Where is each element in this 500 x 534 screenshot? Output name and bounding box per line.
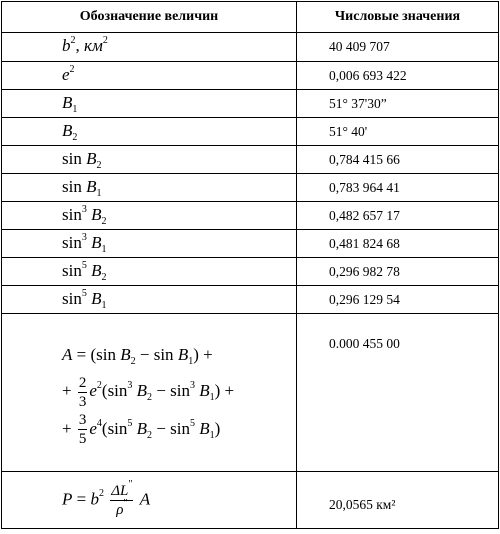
value-sin5-b2: 0,296 982 78	[297, 258, 499, 286]
fraction-two-thirds: $\frac{2}{3}$	[78, 374, 87, 410]
table-row	[2, 286, 499, 314]
table-row	[2, 118, 499, 146]
value-b-squared: 40 409 707	[297, 33, 499, 62]
table-row	[2, 90, 499, 118]
table-row	[2, 62, 499, 90]
table-row	[2, 33, 499, 62]
designation-sin3-b2: $\sin^3 B_2$	[2, 202, 297, 230]
designation-sin3-b1: $\sin^3 B_1$	[2, 230, 297, 258]
designation-sin-b1: $\sin B_1$	[2, 174, 297, 202]
header-values: Числовые значения	[297, 2, 499, 33]
designation-e-squared: $e^2$	[2, 62, 297, 90]
value-sin3-b1: 0,481 824 68	[297, 230, 499, 258]
designation-a-formula	[2, 314, 297, 472]
value-sin3-b2: 0,482 657 17	[297, 202, 499, 230]
value-sin5-b1: 0,296 129 54	[297, 286, 499, 314]
table-row	[2, 202, 499, 230]
table-row	[2, 146, 499, 174]
value-b2: 51° 40'	[297, 118, 499, 146]
designation-p-formula: $P = b^2$ $\frac{\Delta L^"}{\rho^"}$ A	[2, 472, 297, 529]
value-sin-b2: 0,784 415 66	[297, 146, 499, 174]
formula-line-1: A = (sin $B_2 - \sin B_1$) +	[62, 344, 213, 367]
value-sin-b1: 0,783 964 41	[297, 174, 499, 202]
table-row	[2, 314, 499, 472]
value-b1: 51° 37'30”	[297, 90, 499, 118]
header-designation: Обозначение величин	[2, 2, 297, 33]
formula-line-3: + $\frac{3}{5}$ $e^4(\sin^5$ $B_2 - \sin^5 B_1$)	[62, 412, 221, 448]
designation-sin5-b2: $\sin^5 B_2$	[2, 258, 297, 286]
value-e-squared: 0,006 693 422	[297, 62, 499, 90]
fraction-dl-over-rho: $\frac{\Delta L^"}{\rho^"}$	[111, 478, 133, 518]
table-row	[2, 174, 499, 202]
designation-b-squared: $b^2$, $км^2$	[2, 33, 297, 62]
table-row	[2, 472, 499, 529]
value-p: 20,0565 км²	[297, 472, 499, 529]
designation-sin-b2: $\sin B_2$	[2, 146, 297, 174]
designation-b2: $B_2$	[2, 118, 297, 146]
table-header-row	[2, 2, 499, 33]
table-row	[2, 258, 499, 286]
designation-sin5-b1: $\sin^5 B_1$	[2, 286, 297, 314]
formula-line-2: + $\frac{2}{3}$ $e^2(\sin^3$ $B_2 - \sin^3 B_1$) +	[62, 374, 235, 410]
fraction-three-fifths: $\frac{3}{5}$	[78, 412, 87, 448]
table-row	[2, 230, 499, 258]
values-table	[1, 1, 499, 529]
value-a: 0.000 455 00	[297, 314, 499, 472]
designation-b1: $B_1$	[2, 90, 297, 118]
